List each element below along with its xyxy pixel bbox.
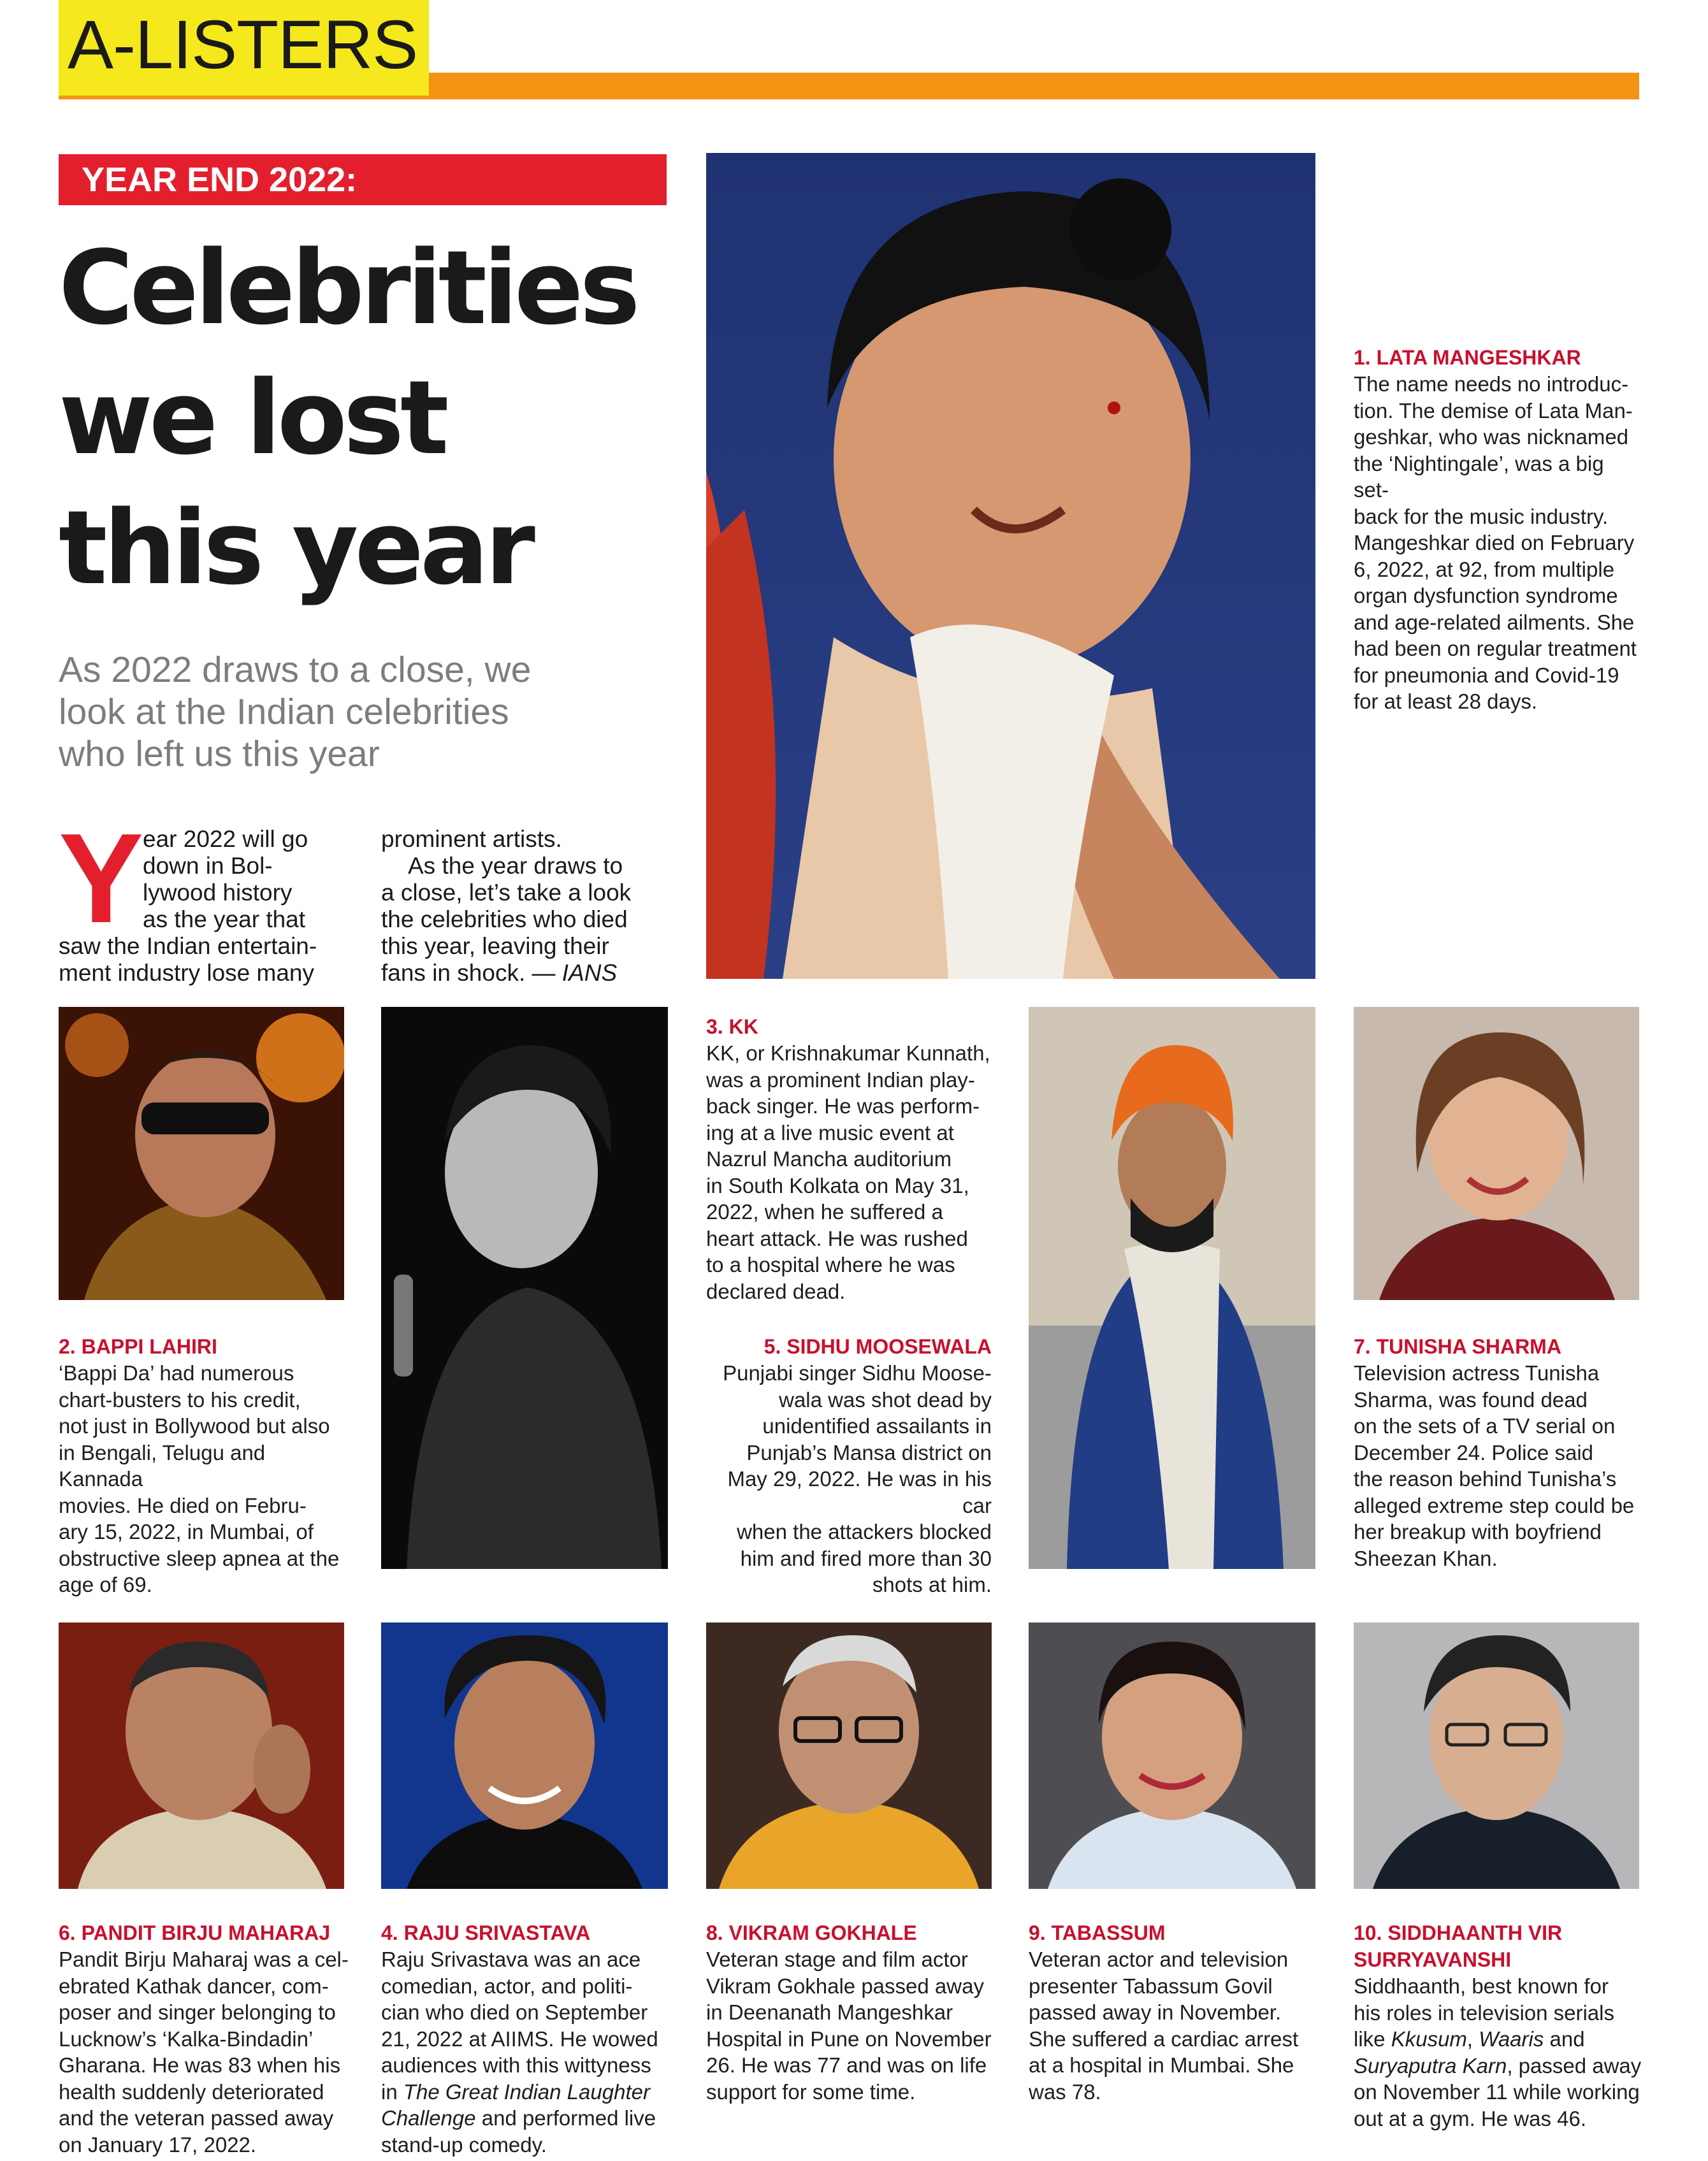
caption-line: was 78. xyxy=(1029,2079,1101,2104)
show-title: Suryaputra Karn xyxy=(1354,2053,1507,2078)
caption-line: chart-busters to his credit, xyxy=(59,1387,301,1412)
intro-text: fans in shock. — xyxy=(381,960,556,986)
caption-line: Hospital in Pune on November xyxy=(706,2027,992,2051)
caption-line: comedian, actor, and politi- xyxy=(381,1974,633,1998)
news-agency-credit: IANS xyxy=(561,960,618,986)
caption-text: like xyxy=(1354,2027,1386,2051)
show-title: Waaris xyxy=(1479,2027,1544,2051)
caption-text: in xyxy=(381,2079,398,2104)
standfirst-line: As 2022 draws to a close, we xyxy=(59,649,532,690)
caption-name: 2. BAPPI LAHIRI xyxy=(59,1335,217,1358)
caption-line xyxy=(381,2079,672,2106)
photo-siddhaanth-vir-surryavanshi xyxy=(1354,1623,1639,1889)
standfirst-line: look at the Indian celebrities xyxy=(59,691,509,732)
standfirst xyxy=(59,649,670,775)
intro-line: the celebrities who died xyxy=(381,906,628,932)
caption-line: May 29, 2022. He was in his car xyxy=(727,1467,992,1517)
caption-siddhaanth-vir-surryavanshi xyxy=(1354,1919,1644,2132)
intro-line: As the year draws to xyxy=(408,853,623,879)
caption-line: tion. The demise of Lata Man- xyxy=(1354,398,1633,423)
caption-line: She suffered a cardiac arrest xyxy=(1029,2027,1299,2051)
caption-name-line: 10. SIDDHAANTH VIR xyxy=(1354,1921,1563,1944)
caption-line: her breakup with boyfriend xyxy=(1354,1520,1602,1543)
caption-line: unidentified assailants in xyxy=(762,1414,992,1438)
show-title: Kkusum xyxy=(1391,2027,1467,2051)
caption-line: 2022, when he suffered a xyxy=(706,1200,943,1224)
caption-name: 9. TABASSUM xyxy=(1029,1921,1166,1944)
photo-raju-srivastava xyxy=(381,1623,668,1889)
headline xyxy=(59,223,670,613)
caption-name xyxy=(1354,1919,1644,1973)
photo-vikram-gokhale xyxy=(706,1623,992,1889)
photo-tunisha-sharma xyxy=(1354,1007,1639,1300)
caption-raju-srivastava xyxy=(381,1919,672,2158)
caption-line: for pneumonia and Covid-19 xyxy=(1354,663,1619,687)
caption-text: and performed live xyxy=(481,2106,656,2130)
section-label: A-LISTERS xyxy=(59,0,429,96)
caption-line: 6, 2022, at 92, from multiple xyxy=(1354,557,1615,581)
photo-tabassum xyxy=(1029,1623,1315,1889)
caption-kk xyxy=(706,1013,997,1305)
caption-line: was a prominent Indian play- xyxy=(706,1067,975,1092)
caption-line: at a hospital in Mumbai. She xyxy=(1029,2053,1294,2077)
caption-line: Nazrul Mancha auditorium xyxy=(706,1147,952,1171)
caption-line xyxy=(381,2105,672,2132)
caption-line: ebrated Kathak dancer, com- xyxy=(59,1974,329,1998)
caption-line: Siddhaanth, best known for xyxy=(1354,1974,1609,1998)
headline-line: this year xyxy=(59,488,532,607)
caption-line: obstructive sleep apnea at the xyxy=(59,1546,340,1570)
caption-text: and xyxy=(1549,2027,1585,2051)
caption-line: Punjabi singer Sidhu Moose- xyxy=(723,1361,992,1385)
intro-line xyxy=(381,960,674,987)
section-label-notch xyxy=(357,70,382,96)
headline-line: we lost xyxy=(59,358,445,477)
caption-line: ing at a live music event at xyxy=(706,1120,954,1145)
caption-line xyxy=(1354,2026,1644,2053)
photo-pandit-birju-maharaj xyxy=(59,1623,344,1889)
photo-kk xyxy=(381,1007,668,1569)
caption-line: ‘Bappi Da’ had numerous xyxy=(59,1361,294,1385)
caption-line: the ‘Nightingale’, was a big set- xyxy=(1354,451,1604,502)
caption-text: , xyxy=(1466,2027,1473,2051)
caption-vikram-gokhale xyxy=(706,1919,997,2105)
intro-line: a close, let’s take a look xyxy=(381,879,632,906)
caption-line: Sharma, was found dead xyxy=(1354,1387,1588,1412)
caption-name: 5. SIDHU MOOSEWALA xyxy=(764,1335,992,1358)
caption-line: movies. He died on Febru- xyxy=(59,1493,307,1517)
caption-bappi-lahiri xyxy=(59,1333,349,1598)
caption-line: Pandit Birju Maharaj was a cel- xyxy=(59,1948,349,1971)
caption-line: his roles in television serials xyxy=(1354,2000,1615,2025)
photo-lata-mangeshkar xyxy=(706,153,1315,979)
caption-line: wala was shot dead by xyxy=(779,1387,992,1412)
caption-line: declared dead. xyxy=(706,1279,846,1303)
caption-line: December 24. Police said xyxy=(1354,1440,1594,1464)
caption-line: on the sets of a TV serial on xyxy=(1354,1414,1616,1438)
caption-line: when the attackers blocked xyxy=(737,1520,992,1543)
intro-line: prominent artists. xyxy=(381,826,562,852)
caption-tunisha-sharma xyxy=(1354,1333,1644,1572)
caption-text: , passed away xyxy=(1507,2053,1642,2078)
headline-line: Celebrities xyxy=(59,228,637,347)
caption-line: Television actress Tunisha xyxy=(1354,1361,1600,1385)
intro-line: saw the Indian entertain- xyxy=(59,933,317,959)
caption-name: 3. KK xyxy=(706,1015,758,1038)
caption-line: Raju Srivastava was an ace xyxy=(381,1948,641,1971)
caption-name: 8. VIKRAM GOKHALE xyxy=(706,1921,917,1944)
caption-name-line: SURRYAVANSHI xyxy=(1354,1948,1512,1971)
caption-line: for at least 28 days. xyxy=(1354,690,1537,713)
caption-line: Veteran stage and film actor xyxy=(706,1948,968,1971)
caption-line: back singer. He was perform- xyxy=(706,1094,980,1118)
caption-line: shots at him. xyxy=(872,1573,992,1596)
caption-line: in Deenanath Mangeshkar xyxy=(706,2000,953,2024)
caption-line: KK, or Krishnakumar Kunnath, xyxy=(706,1041,990,1065)
caption-line: on January 17, 2022. xyxy=(59,2132,257,2157)
intro-line: ear 2022 will go xyxy=(143,826,308,852)
show-title: The Great Indian Laughter xyxy=(403,2079,650,2104)
caption-line: geshkar, who was nicknamed xyxy=(1354,425,1629,449)
caption-line: age of 69. xyxy=(59,1573,152,1596)
caption-line: him and fired more than 30 xyxy=(740,1546,992,1570)
caption-line: the reason behind Tunisha’s xyxy=(1354,1467,1617,1491)
caption-line: in South Kolkata on May 31, xyxy=(706,1173,969,1197)
caption-name: 6. PANDIT BIRJU MAHARAJ xyxy=(59,1921,331,1944)
caption-line: Mangeshkar died on February xyxy=(1354,531,1635,554)
standfirst-line: who left us this year xyxy=(59,734,380,774)
rubric-banner: YEAR END 2022: xyxy=(59,154,667,205)
caption-line: Punjab’s Mansa district on xyxy=(746,1440,992,1464)
intro-column-2 xyxy=(381,826,674,987)
caption-name: 4. RAJU SRIVASTAVA xyxy=(381,1921,591,1944)
caption-line: to a hospital where he was xyxy=(706,1253,955,1276)
caption-line: and age-related ailments. She xyxy=(1354,610,1635,634)
caption-line: Sheezan Khan. xyxy=(1354,1546,1498,1570)
intro-line: ment industry lose many xyxy=(59,960,315,986)
caption-line: passed away in November. xyxy=(1029,2000,1282,2024)
caption-line: out at a gym. He was 46. xyxy=(1354,2106,1587,2130)
caption-line xyxy=(1354,2053,1644,2079)
intro-line: as the year that xyxy=(143,906,306,932)
caption-line: on November 11 while working xyxy=(1354,2080,1640,2104)
photo-bappi-lahiri xyxy=(59,1007,344,1300)
caption-line: and the veteran passed away xyxy=(59,2106,334,2130)
caption-lata-mangeshkar xyxy=(1354,344,1644,715)
caption-line: back for the music industry. xyxy=(1354,504,1609,528)
caption-sidhu-moosewala xyxy=(701,1333,992,1598)
caption-line: 26. He was 77 and was on life xyxy=(706,2053,987,2077)
caption-line: poser and singer belonging to xyxy=(59,2000,336,2024)
caption-line: in Bengali, Telugu and Kannada xyxy=(59,1440,266,1491)
caption-tabassum xyxy=(1029,1919,1319,2105)
caption-line: had been on regular treatment xyxy=(1354,637,1637,660)
caption-line: Lucknow’s ‘Kalka-Bindadin’ xyxy=(59,2027,314,2051)
caption-line: 21, 2022 at AIIMS. He wowed xyxy=(381,2027,658,2051)
caption-name: 1. LATA MANGESHKAR xyxy=(1354,346,1581,369)
caption-line: alleged extreme step could be xyxy=(1354,1493,1635,1517)
caption-line: presenter Tabassum Govil xyxy=(1029,1974,1273,1998)
caption-line: Gharana. He was 83 when his xyxy=(59,2053,341,2077)
caption-line: organ dysfunction syndrome xyxy=(1354,584,1618,607)
caption-line: audiences with this wittyness xyxy=(381,2053,651,2077)
photo-sidhu-moosewala xyxy=(1029,1007,1315,1569)
caption-line: Vikram Gokhale passed away xyxy=(706,1974,984,1998)
show-title: Challenge xyxy=(381,2106,476,2130)
caption-name: 7. TUNISHA SHARMA xyxy=(1354,1335,1561,1358)
intro-column-1 xyxy=(59,807,352,987)
caption-line: support for some time. xyxy=(706,2079,916,2104)
drop-cap: Y xyxy=(59,807,144,950)
caption-line: ary 15, 2022, in Mumbai, of xyxy=(59,1520,314,1543)
caption-line: not just in Bollywood but also xyxy=(59,1414,330,1438)
caption-line: The name needs no introduc- xyxy=(1354,372,1629,396)
caption-line: health suddenly deteriorated xyxy=(59,2079,324,2104)
caption-line: heart attack. He was rushed xyxy=(706,1226,968,1250)
intro-line: down in Bol- xyxy=(143,853,273,879)
intro-line: this year, leaving their xyxy=(381,933,609,959)
intro-line: lywood history xyxy=(143,879,293,906)
caption-line: cian who died on September xyxy=(381,2000,648,2024)
caption-line: Veteran actor and television xyxy=(1029,1948,1289,1971)
caption-pandit-birju-maharaj xyxy=(59,1919,349,2158)
caption-line: stand-up comedy. xyxy=(381,2132,547,2157)
